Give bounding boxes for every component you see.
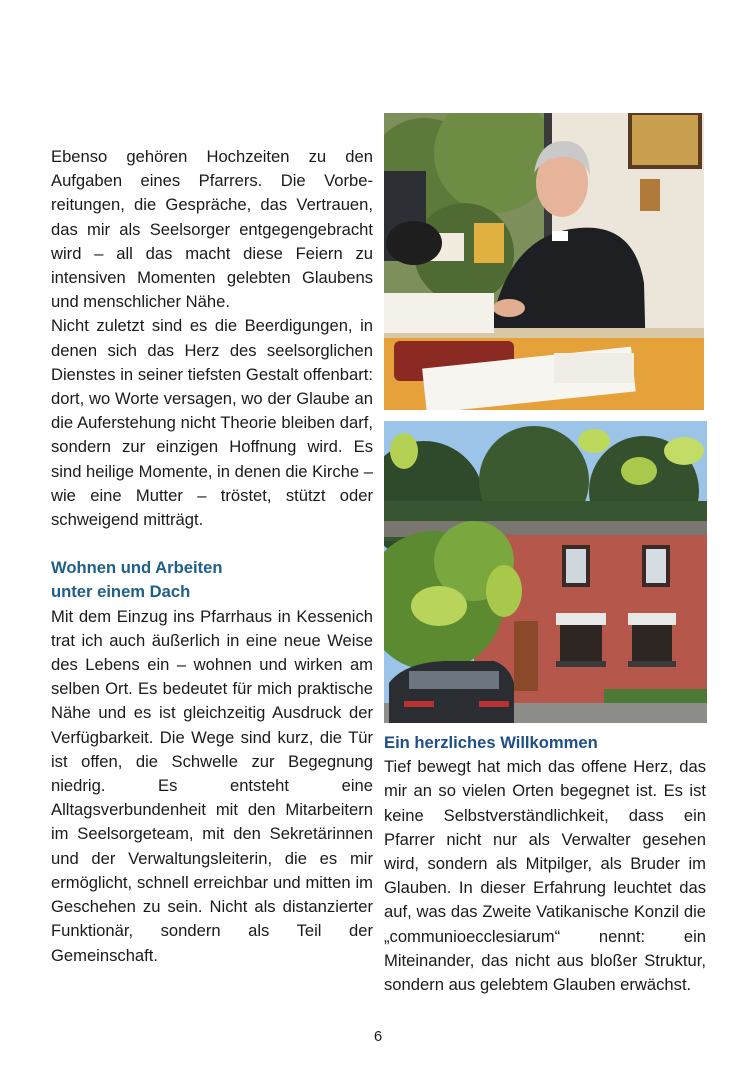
heading-line-2: unter einem Dach xyxy=(51,582,191,602)
paragraph-funerals: Nicht zuletzt sind es die Beerdigungen, in denen sich das Herz des seelsorglichen Dienstes in seiner tiefsten Gestalt offenbart: dort, wo Worte versagen, wo der Glaube an die Auferstehung nicht Theorie bleiben darf, sondern zur einzigen Hoffnung wird. Es sind heilige Momente, in denen die Kirche – wie eine Mutter – tröstet, stützt oder schweigend mitträgt. xyxy=(51,316,373,530)
right-column xyxy=(384,731,706,997)
paragraph-parsonage: Mit dem Einzug ins Pfarrhaus in Kessenich trat ich auch äußerlich in eine neue Weise des Lebens ein – wohnen und wirken am selben Ort. Es bedeutet für mich praktische Nähe und es ist gleichzeitig Ausdruck der Verfügbarkeit. Die Wege sind kurz, die Tür ist offen, die Schwelle zur Begegnung niedrig. Es entsteht eine Alltagsverbundenheit mit den Mitarbeitern im Seelsorgeteam, mit den Sekretärinnen und der Verwaltungsleiterin, die es mir ermöglicht, schnell erreichbar und mitten im Geschehen zu sein. Nicht als distanzierter Funktionär, sondern als Teil der Gemeinschaft. xyxy=(51,606,373,965)
section-heading-living xyxy=(51,556,373,604)
paragraph-weddings: Ebenso gehören Hochzeiten zu den Aufgaben eines Pfarrers. Die Vorbereitungen, die Gespräche, das Vertrauen, das mir als Seelsorger entgegengebracht wird – all das macht diese Feiern zu intensiven Momenten gelebten Glaubens und menschlicher Nähe. xyxy=(51,147,373,312)
section-heading-welcome: Ein herzliches Willkommen xyxy=(384,733,598,752)
page-number: 6 xyxy=(373,1028,383,1045)
left-column xyxy=(51,145,373,968)
photo-priest-at-desk xyxy=(384,113,704,410)
photo-parsonage xyxy=(384,421,707,723)
paragraph-welcome: Tief bewegt hat mich das offene Herz, das mir an so vielen Orten begegnet ist. Es ist keine Selbstverständlichkeit, dass ein Pfarrer nicht nur als Verwalter gesehen wird, sondern als Mitpilger, als Bruder im Glauben. In dieser Erfahrung leuchtet das auf, was das Zweite Vatikanische Konzil die „communioecclesiarum“ nennt: ein Miteinander, das nicht aus bloßer Struktur, sondern aus gelebtem Glauben erwächst. xyxy=(384,757,706,995)
heading-line-1: Wohnen und Arbeiten xyxy=(51,558,223,578)
